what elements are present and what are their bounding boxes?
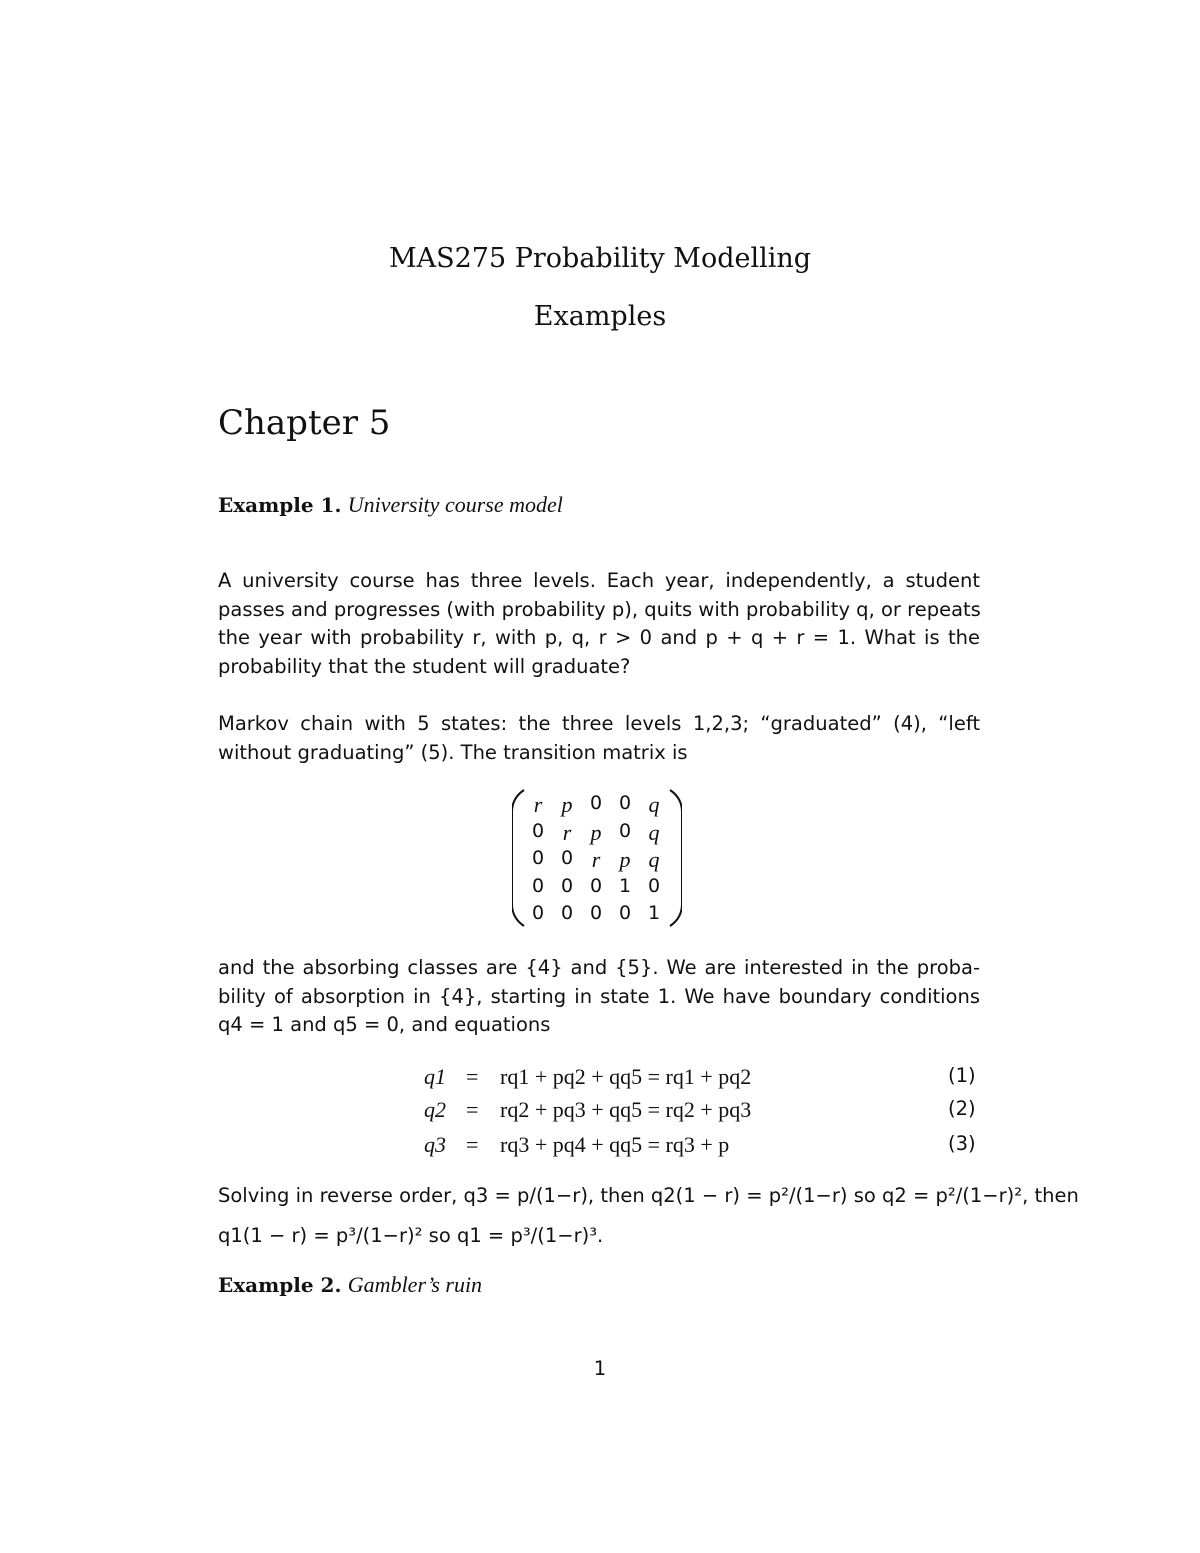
text-line: Solving in reverse order, q3 = p/(1−r), then q2(1 − r) = p²/(1−r) so q2 = p²/(1−r)², then bbox=[218, 1184, 1079, 1207]
text-line: the year with probability r, with p, q, r > 0 and p + q + r = 1. What is the bbox=[218, 626, 980, 650]
matrix-cell: p bbox=[590, 819, 602, 845]
matrix-cell: q bbox=[648, 847, 660, 872]
example-2-name: Gambler’s ruin bbox=[347, 1272, 483, 1297]
equation-rhs: rq2 + pq3 + qq5 = rq2 + pq3 bbox=[500, 1097, 752, 1122]
matrix-cell: q bbox=[648, 819, 660, 845]
matrix-cell: r bbox=[591, 847, 601, 872]
matrix-cell: 1 bbox=[647, 902, 661, 924]
page-number: 1 bbox=[593, 1357, 607, 1380]
equals-sign: = bbox=[466, 1064, 479, 1089]
text-line: Markov chain with 5 states: the three levels 1,2,3; “graduated” (4), “left bbox=[218, 712, 980, 735]
transition-matrix bbox=[512, 788, 682, 928]
equation-2 bbox=[0, 1097, 1200, 1127]
equation-3 bbox=[0, 1132, 1200, 1162]
example-1-label: Example 1. bbox=[218, 493, 342, 517]
matrix-cell: q bbox=[648, 792, 660, 817]
matrix-cell: 0 bbox=[589, 902, 603, 924]
equation-lhs: q2 bbox=[424, 1097, 446, 1122]
text-line: passes and progresses (with probability p), quits with probability q, or repeats bbox=[218, 597, 981, 621]
matrix-cell: 1 bbox=[618, 874, 632, 897]
matrix-cell: 0 bbox=[531, 819, 545, 842]
matrix-cell: 0 bbox=[531, 847, 545, 869]
equals-sign: = bbox=[466, 1097, 479, 1122]
text-line: and the absorbing classes are {4} and {5}. We are interested in the proba- bbox=[218, 956, 980, 979]
equation-rhs: rq1 + pq2 + qq5 = rq1 + pq2 bbox=[500, 1064, 752, 1089]
matrix-cell: 0 bbox=[560, 847, 574, 869]
example-2-label: Example 2. bbox=[218, 1273, 342, 1297]
equation-1 bbox=[0, 1064, 1200, 1094]
example-1-heading bbox=[218, 492, 563, 518]
example-1-problem-text bbox=[218, 567, 980, 682]
example-1-name: University course model bbox=[347, 492, 563, 517]
matrix-cell: 0 bbox=[531, 874, 545, 897]
chapter-heading: Chapter 5 bbox=[218, 403, 391, 443]
text-line: bility of absorption in {4}, starting in state 1. We have boundary conditions bbox=[218, 984, 980, 1008]
matrix-cell: 0 bbox=[618, 819, 632, 842]
equation-lhs: q3 bbox=[424, 1132, 446, 1157]
example-2-heading bbox=[218, 1272, 482, 1298]
markov-chain-description bbox=[218, 710, 980, 767]
equation-number: (3) bbox=[948, 1132, 976, 1155]
matrix-cell: p bbox=[619, 847, 631, 872]
matrix-cell: 0 bbox=[618, 792, 632, 814]
matrix-cell: 0 bbox=[647, 874, 661, 897]
equation-rhs: rq3 + pq4 + qq5 = rq3 + p bbox=[500, 1132, 730, 1157]
document-subtitle: Examples bbox=[533, 301, 667, 332]
matrix-cell: 0 bbox=[560, 902, 574, 924]
matrix-cell: r bbox=[562, 819, 572, 845]
text-line: probability that the student will graduate? bbox=[218, 655, 631, 679]
equation-number: (2) bbox=[948, 1097, 976, 1120]
equation-lhs: q1 bbox=[424, 1064, 446, 1089]
matrix-cell: 0 bbox=[589, 874, 603, 897]
text-line: q1(1 − r) = p³/(1−r)² so q1 = p³/(1−r)³. bbox=[218, 1224, 604, 1247]
text-line: q4 = 1 and q5 = 0, and equations bbox=[218, 1013, 551, 1037]
matrix-cell: 0 bbox=[589, 792, 603, 814]
text-line: A university course has three levels. Each year, independently, a student bbox=[218, 569, 980, 592]
document-title: MAS275 Probability Modelling bbox=[388, 243, 812, 274]
matrix-cell: r bbox=[533, 792, 543, 817]
equals-sign: = bbox=[466, 1132, 479, 1157]
equation-number: (1) bbox=[948, 1064, 976, 1087]
matrix-cell: 0 bbox=[618, 902, 632, 924]
matrix-cell: 0 bbox=[560, 874, 574, 897]
absorbing-classes-text bbox=[218, 954, 980, 1040]
text-line: without graduating” (5). The transition matrix is bbox=[218, 740, 688, 764]
matrix-cell: p bbox=[561, 792, 573, 817]
matrix-cell: 0 bbox=[531, 902, 545, 924]
